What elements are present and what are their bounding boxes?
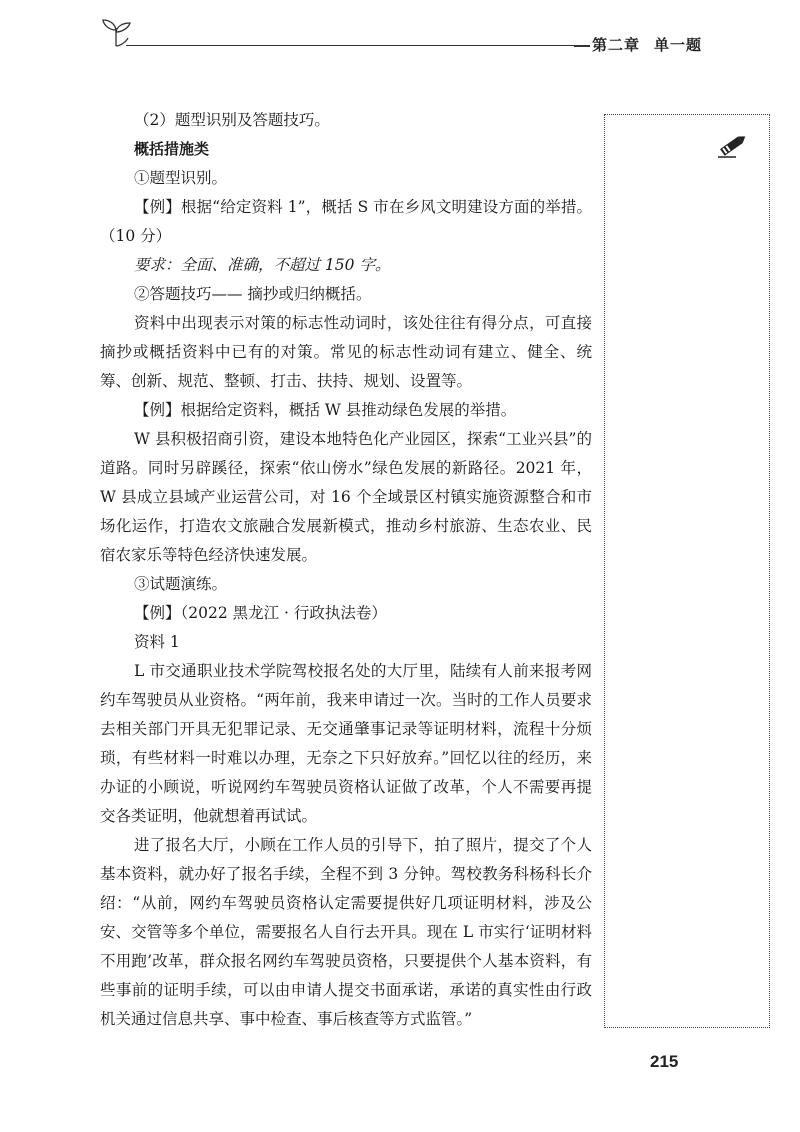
tip-paragraph: 资料中出现表示对策的标志性动词时，该处往往有得分点，可直接摘抄或概括资料中已有的对策。常见的标志性动词有建立、健全、统筹、创新、规范、整顿、打击、扶持、规划、设置等。: [100, 314, 592, 390]
step-heading: ③试题演练。: [134, 575, 228, 593]
pencil-icon: [716, 130, 750, 160]
page-content: [100, 106, 592, 1034]
header-dash: [574, 45, 590, 47]
example-question: 【例】（2022 黑龙江 · 行政执法卷）: [134, 604, 387, 622]
running-header: [592, 34, 702, 55]
step-heading: ②答题技巧—— 摘抄或归纳概括。: [134, 285, 372, 303]
subheading: （2）题型识别及答题技巧。: [134, 111, 330, 129]
example-question: 【例】根据“给定资料 1”，概括 S 市在乡风文明建设方面的举措。（10 分）: [100, 198, 592, 245]
category-heading: 概括措施类: [134, 140, 210, 158]
section-label: 单一题: [654, 36, 703, 54]
step-heading: ①题型识别。: [134, 169, 228, 187]
material-paragraph: L 市交通职业技术学院驾校报名处的大厅里，陆续有人前来报考网约车驾驶员从业资格。“两年前，我来申请过一次。当时的工作人员要求去相关部门开具无犯罪记录、无交通肇事记录等证明材料，流程十分烦琐，有些材料一时难以办理，无奈之下只好放弃。”回忆以往的经历，来办证的小顾说，听说网约车驾驶员资格认证做了改革，个人不需要再提交各类证明，他就想着再试试。: [100, 662, 592, 825]
page-number: 215: [650, 1052, 679, 1071]
material-paragraph: 进了报名大厅，小顾在工作人员的引导下，拍了照片，提交了个人基本资料，就办好了报名手续，全程不到 3 分钟。驾校教务科杨科长介绍：“从前，网约车驾驶员资格认定需要提供好几项证明材料，涉及公安、交管等多个单位，需要报名人自行去开具。现在 L 市实行‘证明材料不用跑’改革，群众报名网约车驾驶员资格，只要提供个人基本资料，有些事前的证明手续，可以由申请人提交书面承诺，承诺的真实性由行政机关通过信息共享、事中检查、事后核查等方式监管。”: [100, 836, 592, 1028]
header-rule: [126, 45, 586, 46]
example-material: W 县积极招商引资，建设本地特色化产业园区，探索“工业兴县”的道路。同时另辟蹊径，探索“依山傍水”绿色发展的新路径。2021 年，W 县成立县域产业运营公司，对 16 个全域景区村镇实施资源整合和市场化运作，打造农文旅融合发展新模式，推动乡村旅游、生态农业、民宿农家乐等特色经济快速发展。: [100, 430, 592, 564]
material-title: 资料 1: [134, 633, 180, 651]
sprout-icon: [100, 18, 132, 48]
notes-box: [604, 114, 770, 1028]
example-question: 【例】根据给定资料，概括 W 县推动绿色发展的举措。: [134, 401, 517, 419]
requirement-text: 要求：全面、准确，不超过 150 字。: [134, 256, 391, 274]
chapter-label: 第二章: [592, 36, 641, 54]
